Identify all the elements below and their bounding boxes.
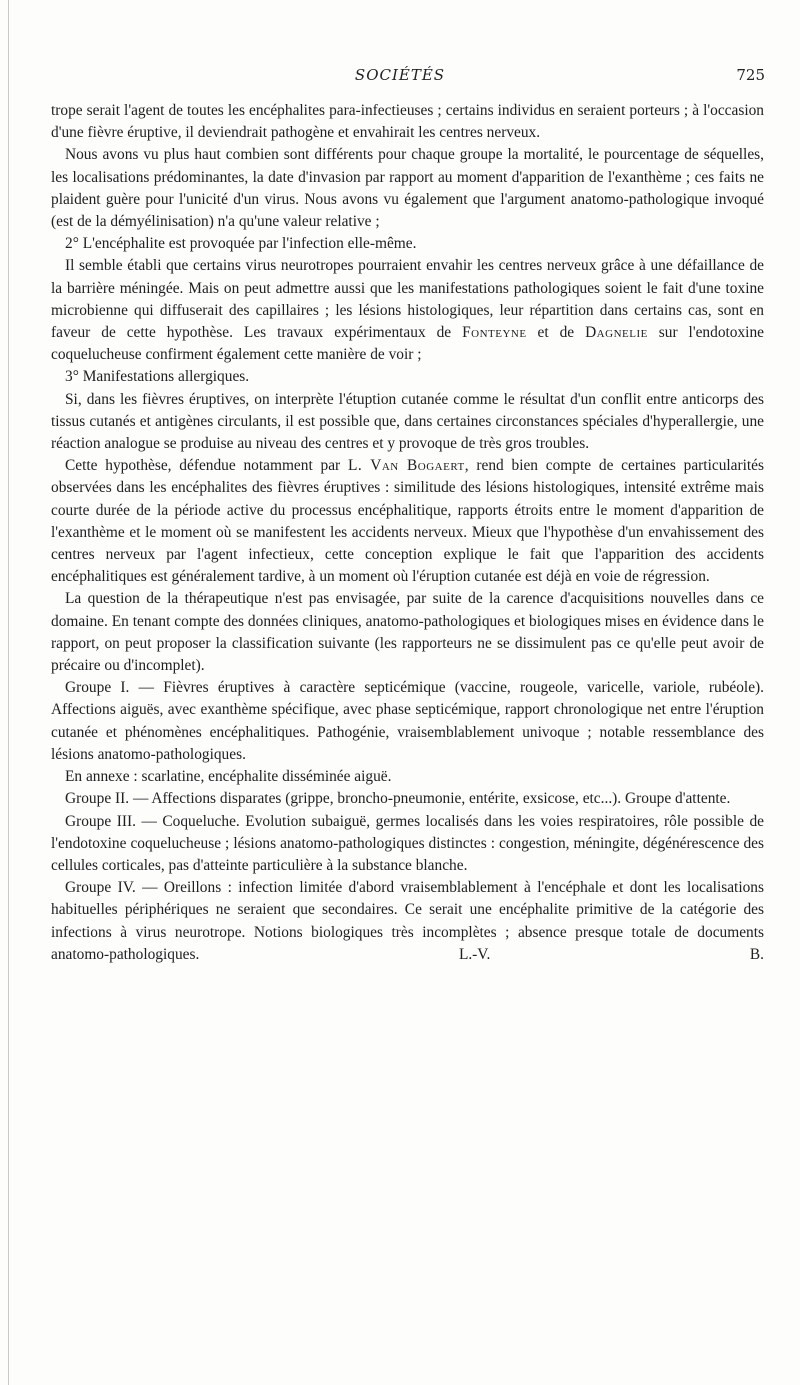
paragraph: Nous avons vu plus haut combien sont différents pour chaque groupe la mortalité, le pourcentage de séquelles, les localisations prédominantes, la date d'invasion par rapport au moment d'apparition de l'exanthème ; ces faits ne plaident guère pour l'unicité d'un virus. Nous avons vu également que l'argument anatomo-pathologique invoqué (est de la démyélinisation) n'a qu'une valeur relative ;: [51, 146, 764, 231]
paragraph: trope serait l'agent de toutes les encéphalites para-infectieuses ; certains individus en seraient porteurs ; à l'occasion d'une fièvre éruptive, il deviendrait pathogène et envahirait les centres nerveux.: [51, 102, 764, 142]
author-name: L. Van Bogaert: [347, 457, 465, 475]
paragraph: En annexe : scarlatine, encéphalite disséminée aiguë.: [65, 768, 392, 786]
paragraph: [51, 455, 764, 588]
group-paragraph: Groupe I. — Fièvres éruptives à caractère septicémique (vaccine, rougeole, varicelle, variole, rubéole). Affections aiguës, avec exanthème spécifique, avec phase septicémique, rapport chronologique net entre l'éruption cutanée et phénomènes encéphalitiques. Pathogénie, vraisemblablement univoque ; notable ressemblance des lésions anatomo-pathologiques.: [51, 679, 764, 763]
group-paragraph: [51, 877, 764, 966]
author-name: Fonteyne: [462, 324, 527, 342]
page-number: 725: [736, 66, 765, 84]
paragraph: La question de la thérapeutique n'est pas envisagée, par suite de la carence d'acquisitions nouvelles dans ce domaine. En tenant compte des données cliniques, anatomo-pathologiques et biologiques mises en évidence dans le rapport, on peut proposer la classification suivante (les rapporteurs ne se dissimulent pas ce qu'elle peut avoir de précaire ou d'incomplet).: [51, 590, 764, 675]
page-edge-line: [8, 0, 9, 1385]
article-body: [51, 100, 764, 966]
group-paragraph: Groupe II. — Affections disparates (grippe, broncho-pneumonie, entérite, exsicose, etc...). Groupe d'attente.: [65, 790, 731, 808]
paragraph-text: Il semble établi que certains virus neurotropes pourraient envahir les centres nerveux grâce à une défaillance de la barrière méningée. Mais on peut admettre aussi que les manifestations pathologiques soient le fait d'une toxine microbienne qui diffuserait des capillaires ; les lésions histologiques, leur répartition dans certains cas, sont en faveur de cette hypothèse. Les travaux expérimentaux de: [51, 257, 764, 342]
section-heading: 2° L'encéphalite est provoquée par l'infection elle-même.: [65, 235, 417, 253]
signature: L.-V. B.: [458, 945, 764, 963]
paragraph-text: Groupe IV. — Oreillons : infection limitée d'abord vraisemblablement à l'encéphale et dont les localisations habituelles périphériques ne seraient que secondaires. Ce serait une encéphalite primitive de la catégorie des infections à virus neurotrope. Notions biologiques très incomplètes ; absence presque totale de documents anatomo-pathologiques.: [51, 879, 764, 963]
paragraph-text: et de: [526, 324, 586, 342]
running-head: [0, 66, 800, 88]
section-heading: 3° Manifestations allergiques.: [65, 368, 250, 386]
author-name: Dagnelie: [585, 324, 648, 342]
paragraph-text: , rend bien compte de certaines particularités observées dans les encéphalites des fièvres éruptives : similitude des lésions histologiques, intensité extrême mais courte durée de la période active du processus encéphalitique, rapports étroits entre le moment d'apparition de l'exanthème et le moment où se manifestent les accidents nerveux. Mieux que l'hypothèse d'un envahissement des centres nerveux par l'agent infectieux, cette conception explique le fait que l'apparition des accidents encéphalitiques est généralement tardive, à un moment où l'éruption cutanée est déjà en voie de régression.: [51, 457, 764, 586]
paragraph-text: sur l'endotoxine coquelucheuse confirment également cette manière de voir ;: [51, 324, 764, 364]
paragraph: [51, 255, 764, 366]
running-title: SOCIÉTÉS: [354, 66, 446, 84]
paragraph-text: Cette hypothèse, défendue notamment par: [65, 457, 348, 475]
group-paragraph: Groupe III. — Coqueluche. Evolution subaiguë, germes localisés dans les voies respiratoires, rôle possible de l'endotoxine coquelucheuse ; lésions anatomo-pathologiques distinctes : congestion, méningite, dégénérescence des cellules corticales, pas d'atteinte particulière à la substance blanche.: [51, 812, 764, 874]
paragraph: Si, dans les fièvres éruptives, on interprète l'étuption cutanée comme le résultat d'un conflit entre anticorps des tissus cutanés et antigènes circulants, il est possible que, dans certaines circonstances spéciales d'hyperallergie, une réaction analogue se produise au niveau des centres et y provoque de très gros troubles.: [51, 390, 764, 453]
